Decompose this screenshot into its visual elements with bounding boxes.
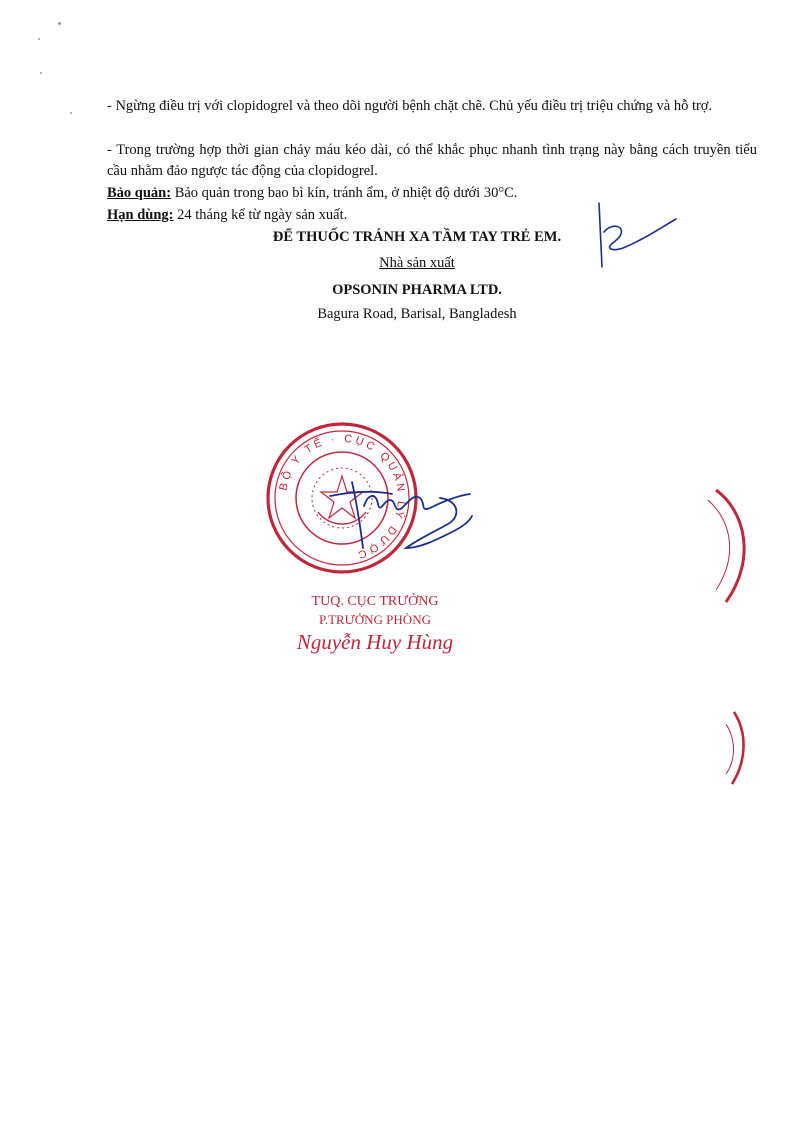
shelf-life-label: Hạn dùng: xyxy=(107,207,174,223)
approval-title-line1: TUQ. CỤC TRƯỞNG xyxy=(311,594,439,609)
manufacturer-label: Nhà sản xuất xyxy=(379,255,455,271)
stamp-ring-text: BỘ Y TẾ · CỤC QUẢN LÝ DƯỢC xyxy=(277,432,408,562)
overdose-paragraph-1: - Ngừng điều trị với clopidogrel và theo dõi người bệnh chặt chẽ. Chủ yếu điều trị triệu chứng và hỗ trợ. xyxy=(107,98,713,114)
edge-stamp-top xyxy=(708,490,744,602)
manufacturer-name: OPSONIN PHARMA LTD. xyxy=(332,282,502,298)
approval-title-line2: P.TRƯỞNG PHÒNG xyxy=(319,612,431,627)
shelf-life-text: 24 tháng kể từ ngày sản xuất. xyxy=(173,207,348,223)
initials-signature xyxy=(599,203,676,267)
overdose-paragraph-2: - Trong trường hợp thời gian chảy máu kéo dài, có thể khắc phục nhanh tình trạng này bằng cách truyền tiểu cầu nhằm đảo ngược tác động của clopidogrel. xyxy=(107,142,757,179)
edge-stamp-bottom xyxy=(726,712,744,784)
child-warning: ĐỂ THUỐC TRÁNH XA TẦM TAY TRẺ EM. xyxy=(272,229,562,245)
storage-text: Bảo quản trong bao bì kín, tránh ẩm, ở nhiệt độ dưới 30°C. xyxy=(171,185,518,201)
signer-name: Nguyễn Huy Hùng xyxy=(296,630,454,654)
storage-label: Bảo quản: xyxy=(107,185,172,201)
official-stamp xyxy=(268,424,416,572)
manufacturer-address: Bagura Road, Barisal, Bangladesh xyxy=(317,306,517,322)
